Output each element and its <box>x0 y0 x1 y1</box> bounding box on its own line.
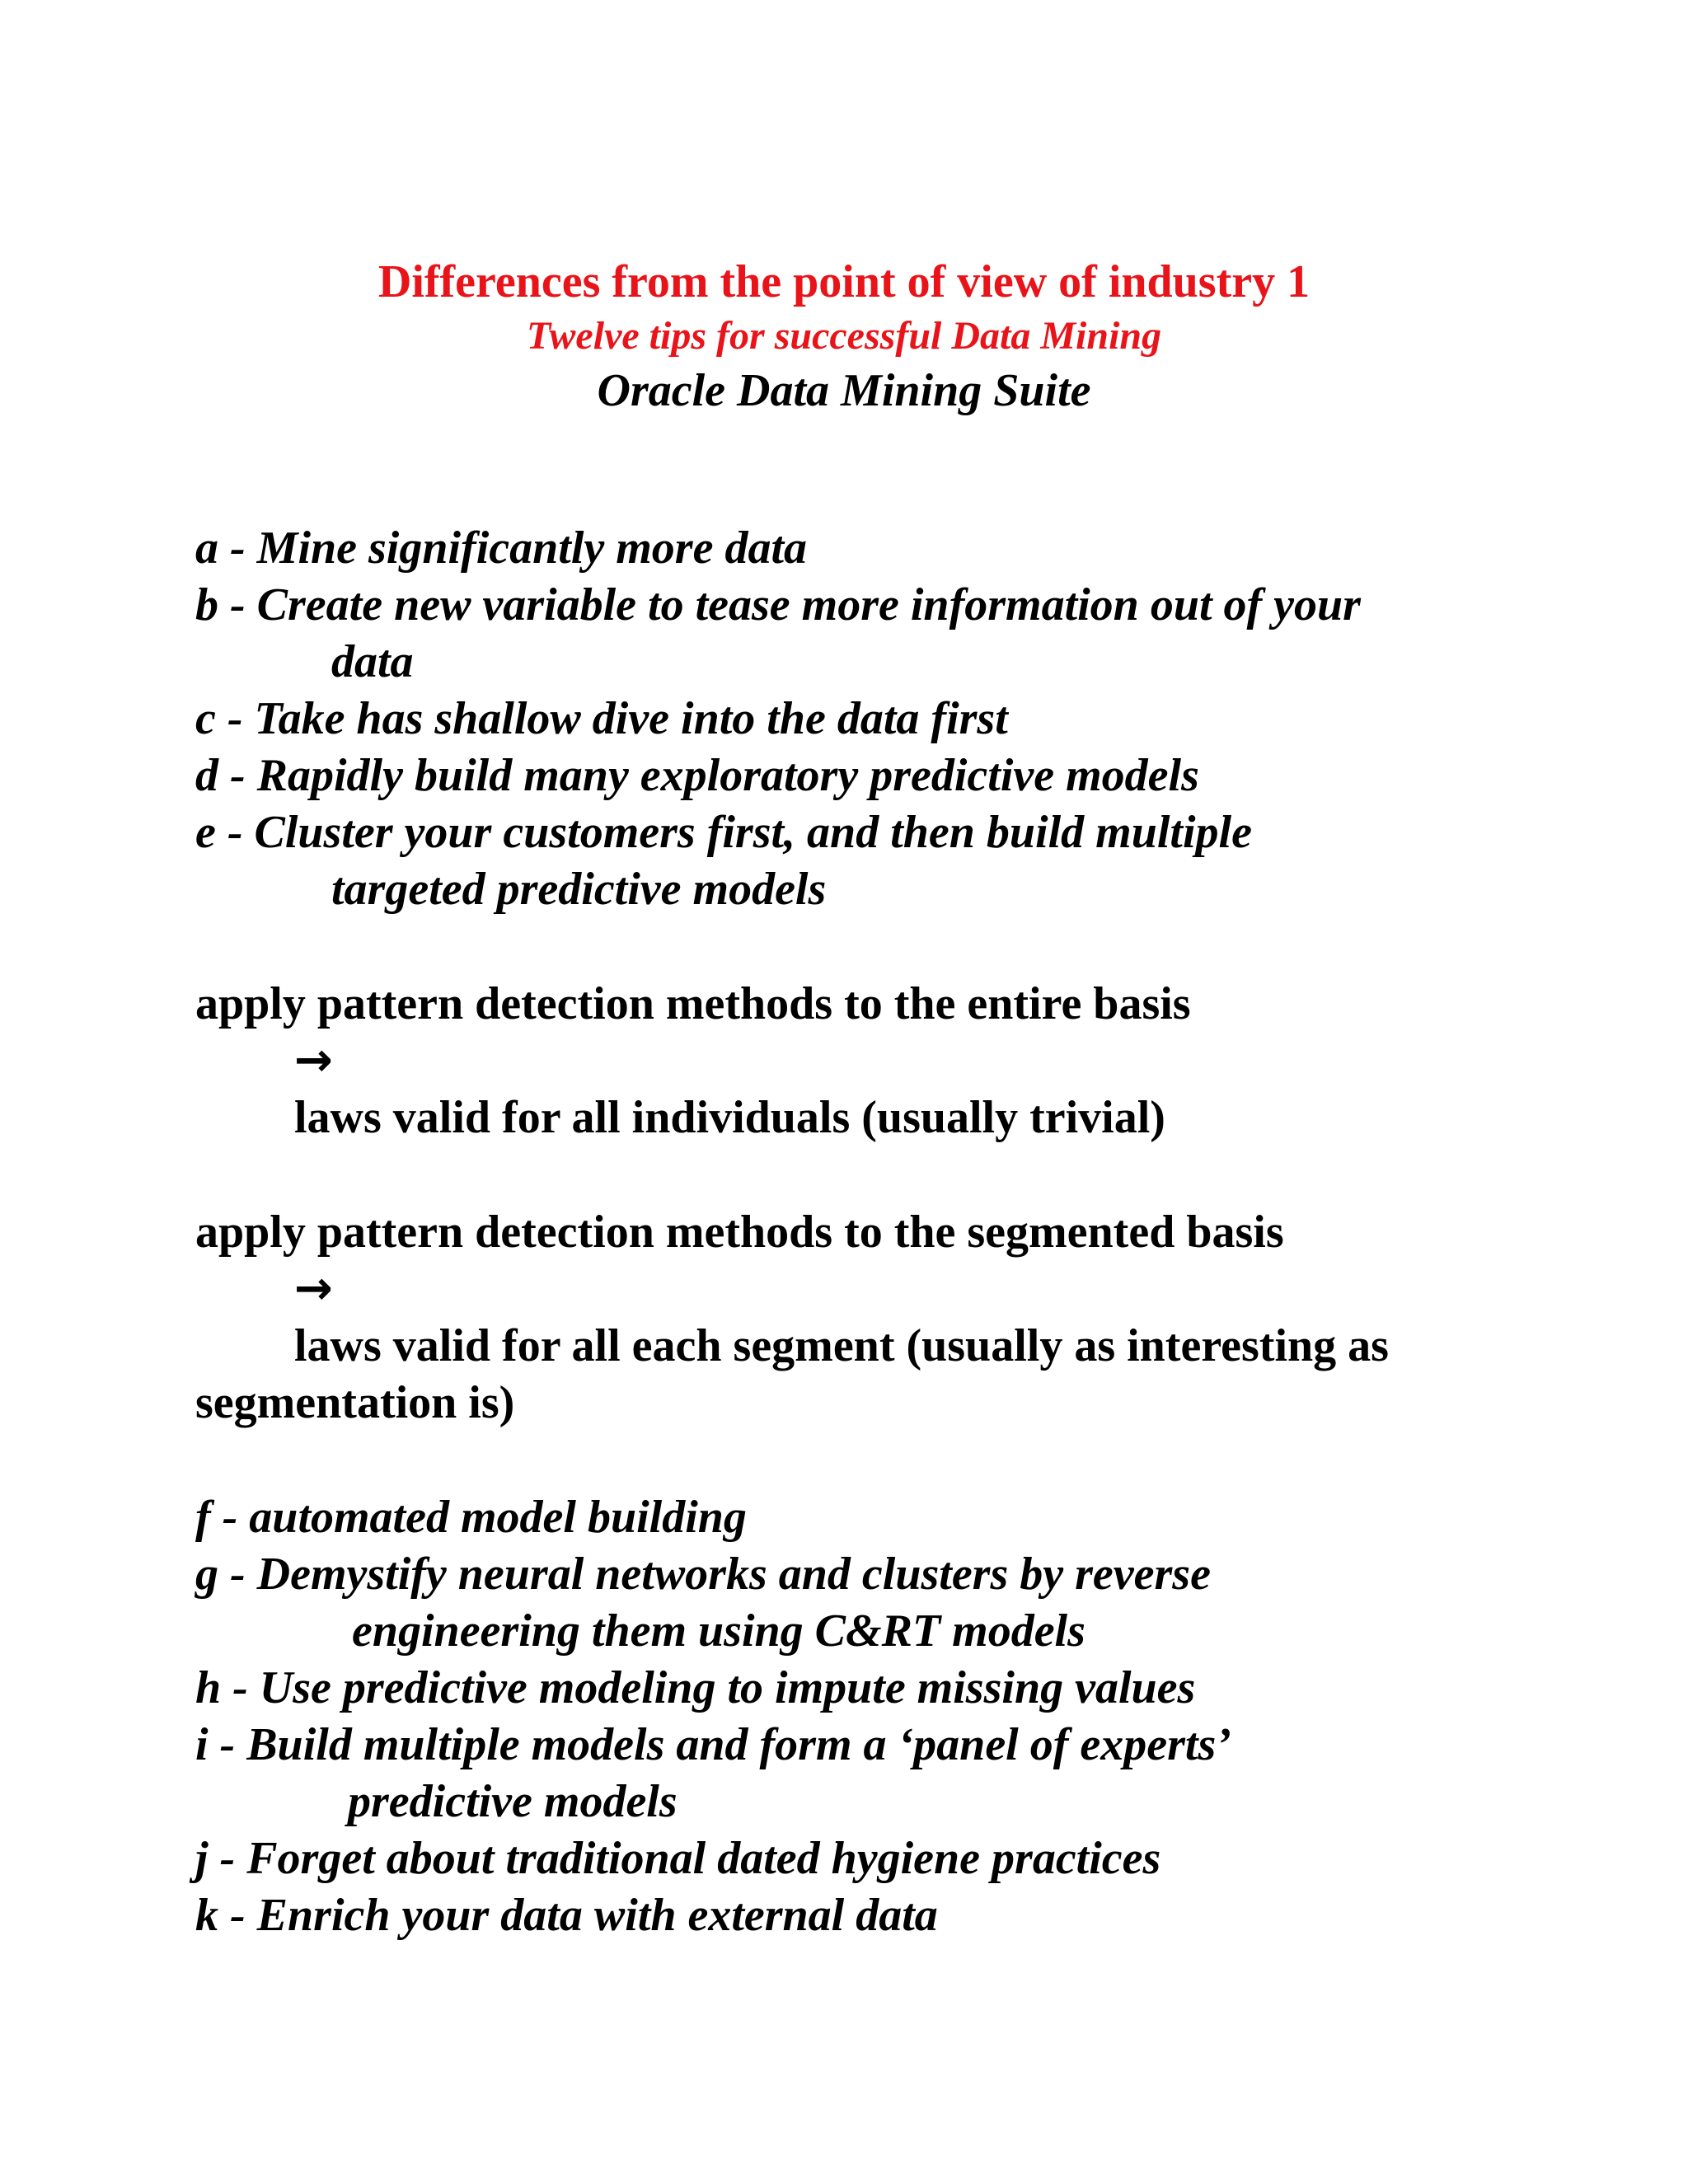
pattern-segmented-result-continuation: segmentation is) <box>195 1377 515 1428</box>
tip-g: g - Demystify neural networks and clusters by reverse <box>195 1549 1211 1600</box>
tip-i-continuation: predictive models <box>348 1776 678 1827</box>
tip-e: e - Cluster your customers first, and then build multiple <box>195 807 1252 858</box>
right-arrow-icon: → <box>294 1262 333 1315</box>
page-subtitle: Twelve tips for successful Data Mining <box>526 314 1162 358</box>
tip-c: c - Take has shallow dive into the data first <box>195 693 1008 744</box>
tip-k: k - Enrich your data with external data <box>195 1890 938 1941</box>
tip-j: j - Forget about traditional dated hygiene practices <box>195 1833 1161 1884</box>
pattern-segmented-basis: apply pattern detection methods to the segmented basis <box>195 1207 1284 1258</box>
tip-f: f - automated model building <box>195 1492 747 1543</box>
tip-d: d - Rapidly build many exploratory predictive models <box>195 750 1199 801</box>
right-arrow-icon: → <box>294 1033 333 1087</box>
tip-b-continuation: data <box>331 636 414 687</box>
tip-i: i - Build multiple models and form a ‘panel of experts’ <box>195 1719 1231 1770</box>
tip-e-continuation: targeted predictive models <box>331 864 827 915</box>
page-title: Differences from the point of view of industry 1 <box>377 256 1311 307</box>
pattern-segmented-result: laws valid for all each segment (usually as interesting as <box>294 1320 1389 1371</box>
pattern-entire-basis: apply pattern detection methods to the entire basis <box>195 978 1191 1029</box>
tip-a: a - Mine significantly more data <box>195 523 807 574</box>
tip-g-continuation: engineering them using C&RT models <box>352 1605 1085 1657</box>
tip-h: h - Use predictive modeling to impute missing values <box>195 1662 1196 1713</box>
tip-b: b - Create new variable to tease more information out of your <box>195 579 1361 630</box>
page-subtitle-product: Oracle Data Mining Suite <box>597 365 1091 416</box>
pattern-entire-result: laws valid for all individuals (usually trivial) <box>294 1092 1165 1143</box>
